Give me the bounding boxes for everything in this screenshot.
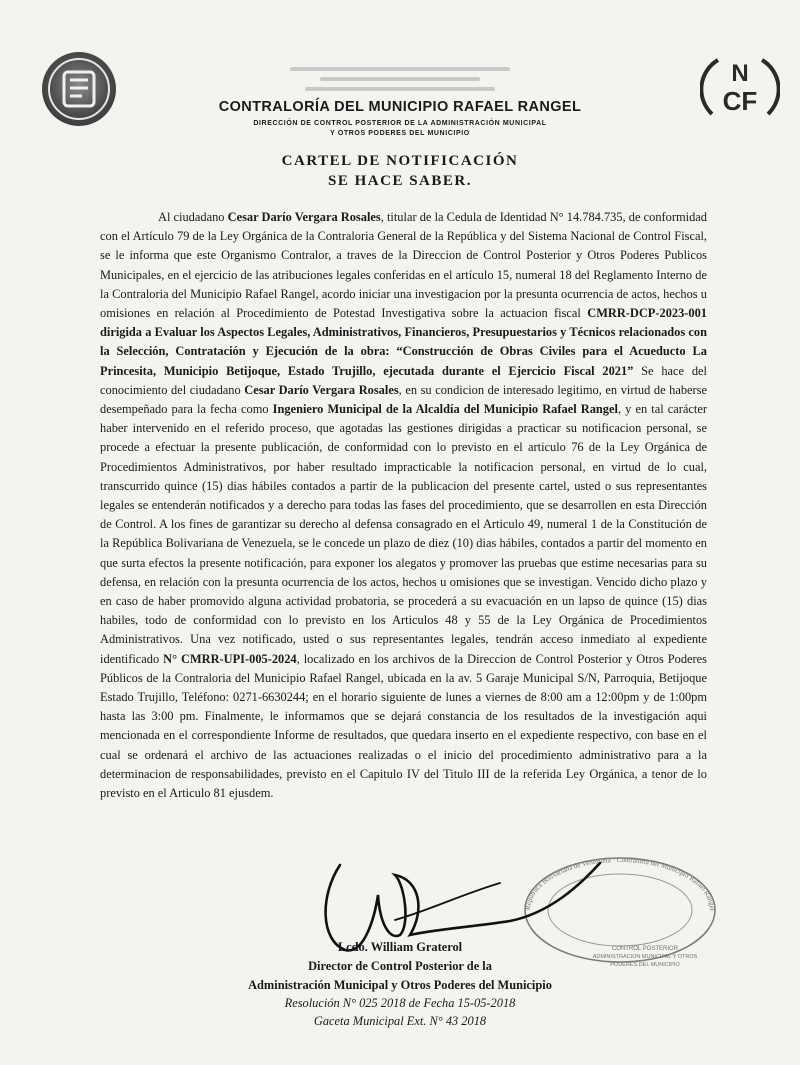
notified-citizen-name: Cesar Darío Vergara Rosales	[227, 210, 381, 224]
cartel-title: CARTEL DE NOTIFICACIÓN	[281, 153, 519, 169]
stamp-inner-text-3: PODERES DEL MUNICIPIO	[610, 962, 680, 968]
ncf-logo-top-text: N	[731, 60, 749, 87]
notification-body	[100, 208, 707, 803]
organization-subtitle-line1: DIRECCIÓN DE CONTROL POSTERIOR DE LA ADMINISTRACIÓN MUNICIPAL	[253, 120, 547, 127]
fiscal-action-description: CMRR-DCP-2023-001 dirigida a Evaluar los Aspectos Legales, Administrativos, Financieros, Presupuestarios y Técnicos relacionados con la Selección, Contratación y Ejecución de la obra: “Construcción de Obras Civiles para el Acueducto La Princesita, Municipio Betijoque, Estado Trujillo, ejecutada durante el Ejercicio Fiscal 2021”	[100, 306, 707, 378]
gazette-reference: Gaceta Municipal Ext. N° 43 2018	[313, 1014, 487, 1028]
organization-title: CONTRALORÍA DEL MUNICIPIO RAFAEL RANGEL	[218, 99, 582, 115]
stamp-outer-text: República Bolivariana de Venezuela · Contraloría del Municipio Rafael Rangel	[523, 855, 717, 911]
faint-header-line	[305, 87, 495, 91]
signer-title-line2: Administración Municipal y Otros Poderes del Municipio	[248, 978, 552, 992]
case-file-number: N° CMRR-UPI-005-2024	[163, 651, 297, 666]
ncf-logo	[700, 48, 780, 128]
citizen-position: Ingeniero Municipal de la Alcaldía del Municipio Rafael Rangel	[272, 402, 618, 417]
faint-header-line	[290, 67, 510, 71]
body-text: , y en tal carácter haber intervenido en el referido proceso, que agotadas las gestiones dirigidas a practicar su notificacion personal, se procede a efectuar la presente publicación, de conformidad con lo previsto en el articulo 76 de la Ley Orgánica de Procedimientos Administrativos, por haber resultado impracticable la notificacion personal, en virtud de lo cual, transcurrido quince (15) dias hábiles contados a partir de la publicacion del presente cartel, usted o sus representantes legales se entenderán notificados y a derecho para todas las fases del procedimiento, que se desarrollen en esta Dirección de Control. A los fines de garantizar su derecho al defensa consagrado en el Articulo 49, numeral 1 de la Constitución de la República Bolivariana de Venezuela, se le concede un plazo de diez (10) dias hábiles, contados a partir del momento en que surta efectos la presente notificación, para exponer los alegatos y promover las pruebas que estime necesarias para su defensa, en relación con la presunta ocurrencia de los actos, hechos u omisiones que se investigan. Vencido dicho plazo y en caso de haber promovido alguna actividad probatoria, se procederá a su evacuación en un lapso de quince (15) dias habiles, todo de conformidad con lo previsto en los Articulos 48 y 55 de la Ley Orgánica de Procedimientos Administrativos. Una vez notificado, usted o sus representantes legales, tendrán acceso inmediato al expediente identificado	[100, 402, 707, 666]
resolution-reference: Resolución N° 025 2018 de Fecha 15-05-2018	[284, 996, 516, 1010]
faint-header-line	[320, 77, 480, 81]
organization-subtitle-line2: Y OTROS PODERES DEL MUNICIPIO	[330, 130, 470, 137]
notified-citizen-name: Cesar Darío Vergara Rosales	[244, 382, 399, 397]
cartel-subtitle: SE HACE SABER.	[328, 173, 472, 189]
signer-name: Lcdo. William Graterol	[337, 940, 463, 954]
signature-and-stamp	[300, 855, 720, 975]
body-text: , titular de la Cedula de Identidad N° 14.784.735, de conformidad con el Artículo 79 de la Ley Orgánica de la Contraloria General de la República y del Sistema Nacional de Control Fiscal, se le informa que este Organismo Contralor, a traves de la Direccion de Control Posterior y Otros Poderes Publicos Municipales, en el ejercicio de las atribuciones legales conferidas en el artículo 15, numeral 18 del Reglamento Interno de la Contraloria del Municipio Rafael Rangel, acordo iniciar una investigacion por la presunta ocurrencia de actos, hechos u omisiones en relación al Procedimiento de Potestad Investigativa sobre la actuacion fiscal	[100, 210, 707, 321]
ncf-logo-bottom-text: CF	[722, 86, 758, 116]
body-text: Se hace del conocimiento del ciudadano	[100, 363, 707, 397]
stamp-inner-text-1: CONTROL POSTERIOR	[611, 946, 679, 952]
body-text: , en su condicion de interesado legitimo, en virtud de haberse desempeñado para la fecha como	[100, 382, 707, 417]
stamp-inner-text-2: ADMINISTRACION MUNICIPAL Y OTROS	[592, 954, 698, 960]
body-text: , localizado en los archivos de la Direccion de Control Posterior y Otros Poderes Públicos de la Contraloria del Municipio Rafael Rangel, ubicada en la av. 5 Garaje Municipal S/N, Parroquia, Betijoque Estado Trujillo, Teléfono: 0271-6630244; en el horario siguiente de lunes a viernes de 8:00 am a 12:00pm y de 1:00pm hasta las 3:00 pm. Finalmente, le informamos que se dejará constancia de los resultados de la investigación aqui mencionada en el correspondiente Informe de resultados, que quedara inserto en el expediente respectivo, con base en el cual se ordenará el archivo de las actuaciones realizadas o el inicio del procedimiento administrativo para a la determinacion de responsabilidades, previsto en el Capitulo IV del Titulo III de la referida Ley Orgánica, a tenor de lo previsto en el Articulo 81 ejusdem.	[100, 651, 708, 801]
signer-title-line1: Director de Control Posterior de la	[308, 959, 492, 973]
body-text: Al ciudadano	[158, 210, 228, 224]
